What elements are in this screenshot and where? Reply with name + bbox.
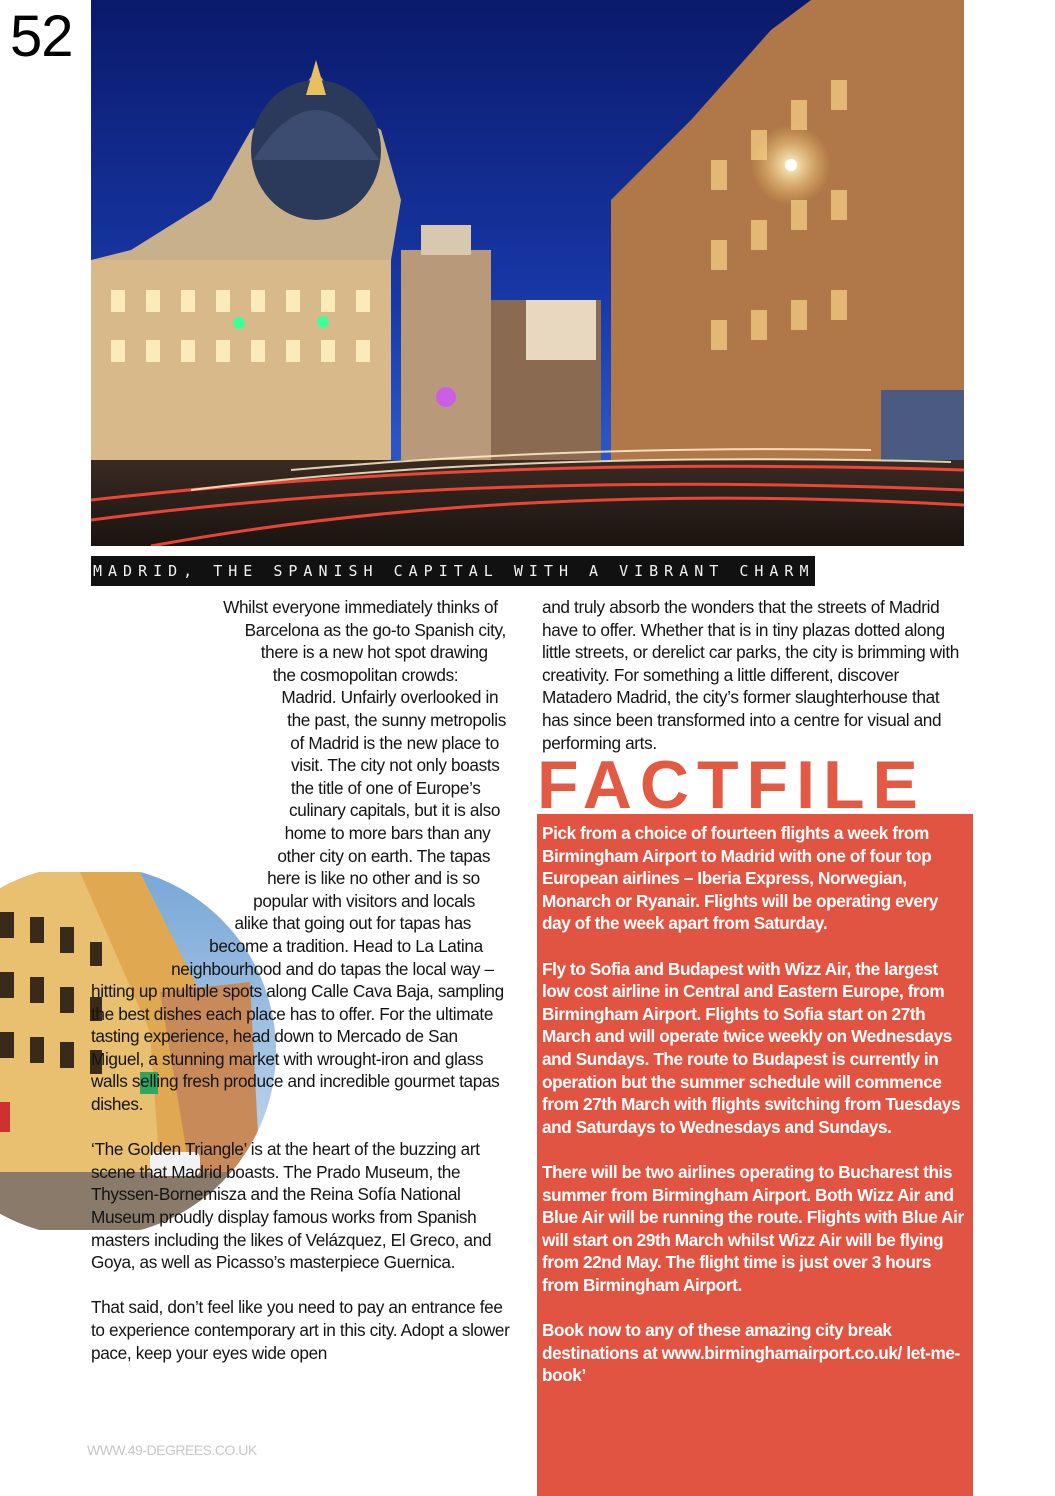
article-right-column [542,596,967,754]
article-left-column [91,596,511,1364]
page-number: 52 [10,4,73,69]
article-paragraph: ‘The Golden Triangle’ is at the heart of the buzzing art scene that Madrid boasts. The Prado Museum, the Thyssen-Bornemisza and the Reina Sofía National Museum proudly display famous works from Spanish masters including the likes of Velázquez, El Greco, and Goya, as well as Picasso’s masterpiece Guernica. [91,1139,492,1273]
factfile-box [537,814,973,1496]
article-paragraph: Whilst everyone immediately thinks of Barcelona as the go-to Spanish city, there is a new hot spot drawing the cosmopolitan crowds: Madrid. Unfairly overlooked in the past, the sunny metropolis of Madrid is the new place to visit. The city not only boasts the title of one of Europe’s culinary capitals, but it is also home to more bars than any other city on earth. The tapas here is like no other and is so popular with visitors and locals alike that going out for tapas has become a tradition. Head to La Latina neighbourhood and do tapas the local way – hitting up multiple spots along Calle Cava Baja, sampling the best dishes each place has to offer. For the ultimate tasting experience, head down to Mercado de San Miguel, a stunning market with wrought-iron and glass walls selling fresh produce and incredible gourmet tapas dishes. [91,597,506,1115]
hero-image [91,0,964,546]
factfile-paragraph: There will be two airlines operating to Bucharest this summer from Birmingham Airport. Both Wizz Air and Blue Air will be running the route. Flights with Blue Air will start on 29th March whilst Wizz Air will be flying from 22nd May. The flight time is just over 3 hours from Birmingham Airport. [542,1161,964,1295]
factfile-heading: FACTFILE [537,757,926,813]
factfile-booking-link[interactable]: Book now to any of these amazing city break destinations at www.birminghamairport.co.uk/ let-me-book’ [542,1320,960,1386]
article-paragraph: and truly absorb the wonders that the streets of Madrid have to offer. Whether that is in tiny plazas dotted along little streets, or derelict car parks, the city is brimming with creativity. For something a little different, discover Matadero Madrid, the city’s former slaughterhouse that has since been transformed into a centre for visual and performing arts. [542,597,959,753]
factfile-paragraph: Fly to Sofia and Budapest with Wizz Air, the largest low cost airline in Central and Eastern Europe, from Birmingham Airport. Flights to Sofia start on 27th March and will operate twice weekly on Wednesdays and Sundays. The route to Budapest is currently in operation but the summer schedule will commence from 27th March with flights switching from Tuesdays and Saturdays to Wednesdays and Sundays. [542,958,961,1137]
footer-url[interactable]: WWW.49-DEGREES.CO.UK [87,1442,257,1458]
factfile-paragraph: Pick from a choice of fourteen flights a week from Birmingham Airport to Madrid with one of four top European airlines – Iberia Express, Norwegian, Monarch or Ryanair. Flights will be operating every day of the week apart from Saturday. [542,823,939,934]
image-caption: MADRID, THE SPANISH CAPITAL WITH A VIBRANT CHARM [91,556,815,586]
article-paragraph: That said, don’t feel like you need to pay an entrance fee to experience contemporary art in this city. Adopt a slower pace, keep your eyes wide open [91,1297,510,1363]
